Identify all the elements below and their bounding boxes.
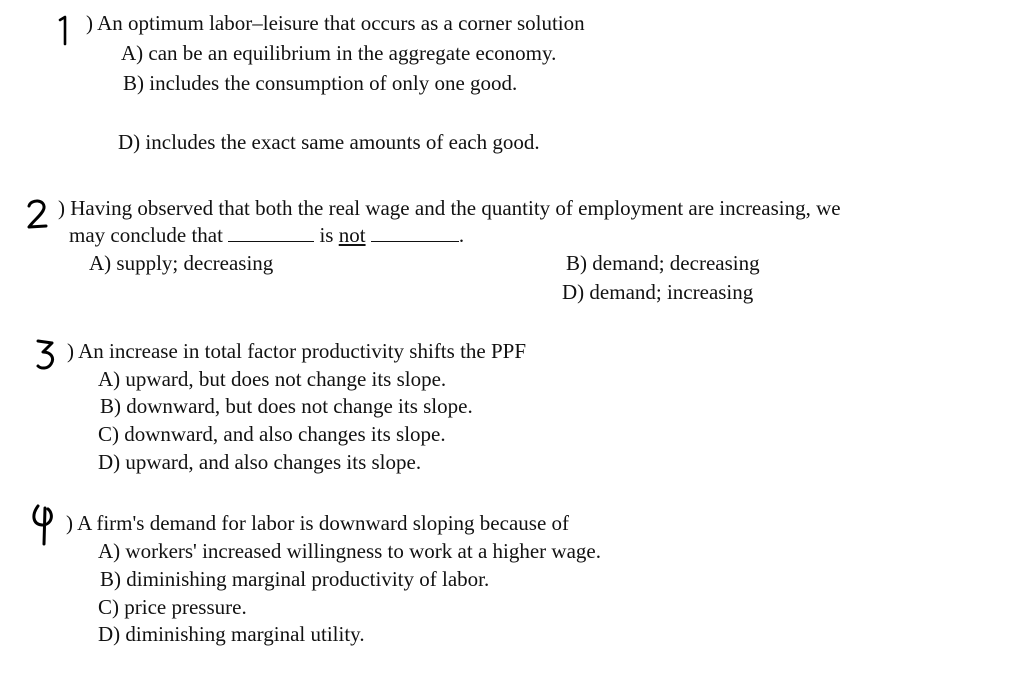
answer-blank-1	[228, 224, 314, 242]
question-1-stem: ) An optimum labor–leisure that occurs as a corner solution	[86, 11, 585, 35]
question-2-option-d: D) demand; increasing	[562, 280, 754, 304]
handwritten-number-1	[54, 14, 74, 46]
question-4-option-b: B) diminishing marginal productivity of labor.	[100, 567, 490, 591]
question-2-stem-line1: ) Having observed that both the real wage and the quantity of employment are increasing, we	[58, 196, 841, 220]
stem-text-not: not	[338, 223, 366, 247]
question-1-option-b: B) includes the consumption of only one good.	[123, 71, 518, 95]
question-4-option-d: D) diminishing marginal utility.	[98, 622, 365, 646]
handwritten-number-4	[30, 502, 58, 546]
stem-text-may-conclude: may conclude that	[69, 223, 223, 247]
question-2-stem-line2	[69, 223, 464, 247]
answer-blank-2	[371, 224, 459, 242]
question-1-option-a: A) can be an equilibrium in the aggregate economy.	[121, 41, 557, 65]
question-3-option-d: D) upward, and also changes its slope.	[98, 450, 422, 474]
question-3-option-a: A) upward, but does not change its slope.	[98, 367, 447, 391]
question-4-option-c: C) price pressure.	[98, 595, 247, 619]
stem-text-is: is	[319, 223, 334, 247]
stem-text-period: .	[458, 223, 465, 247]
question-1-option-d: D) includes the exact same amounts of each good.	[118, 130, 540, 154]
handwritten-number-2	[25, 197, 51, 231]
question-4-option-a: A) workers' increased willingness to work at a higher wage.	[98, 539, 601, 563]
question-3-option-c: C) downward, and also changes its slope.	[98, 422, 446, 446]
handwritten-number-3	[33, 336, 59, 372]
question-2-option-b: B) demand; decreasing	[566, 251, 760, 275]
question-3-option-b: B) downward, but does not change its slope.	[100, 394, 473, 418]
question-4-stem: ) A firm's demand for labor is downward sloping because of	[66, 511, 570, 535]
question-2-option-a: A) supply; decreasing	[89, 251, 274, 275]
question-3-stem: ) An increase in total factor productivity shifts the PPF	[67, 339, 527, 363]
